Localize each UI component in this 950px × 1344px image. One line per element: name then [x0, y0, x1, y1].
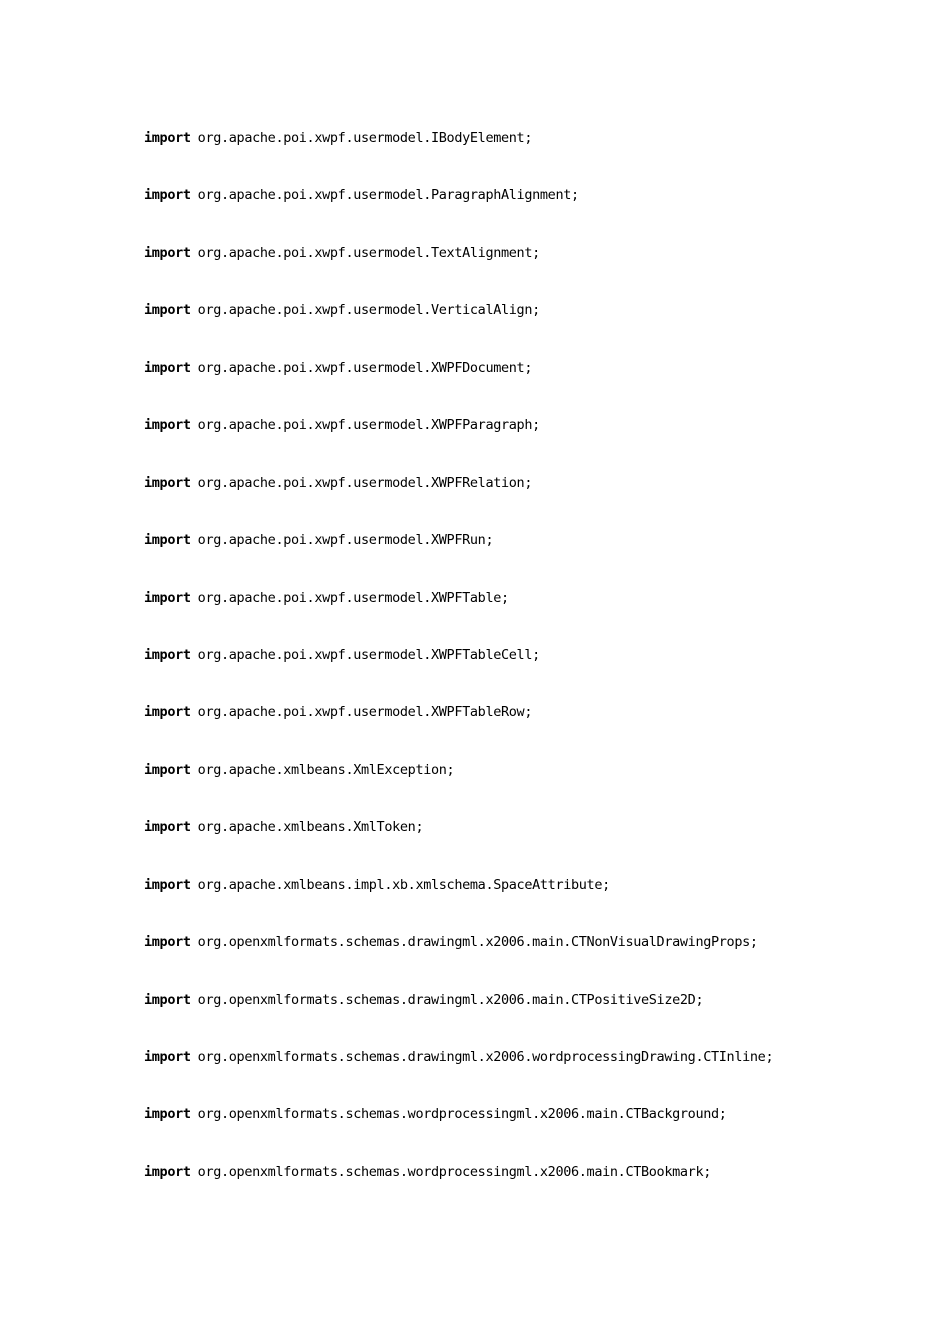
- import-line: [144, 700, 773, 757]
- import-keyword: import: [144, 819, 191, 836]
- import-line: [144, 873, 773, 930]
- import-line: [144, 1045, 773, 1102]
- import-line: [144, 1160, 773, 1217]
- import-path: org.openxmlformats.schemas.wordprocessingml.x2006.main.CTBookmark;: [197, 1163, 711, 1180]
- import-line: [144, 758, 773, 815]
- import-line: [144, 241, 773, 298]
- import-path: org.apache.poi.xwpf.usermodel.XWPFParagraph;: [197, 417, 540, 434]
- import-keyword: import: [144, 1049, 191, 1065]
- import-keyword: import: [144, 1163, 191, 1180]
- import-keyword: import: [144, 761, 191, 778]
- import-list: [144, 126, 773, 1217]
- import-keyword: import: [144, 187, 191, 204]
- import-keyword: import: [144, 474, 191, 491]
- import-path: org.apache.poi.xwpf.usermodel.TextAlignment;: [197, 244, 540, 261]
- import-path: org.apache.poi.xwpf.usermodel.ParagraphAlignment;: [197, 187, 579, 204]
- import-keyword: import: [144, 876, 191, 893]
- import-keyword: import: [144, 991, 191, 1008]
- import-keyword: import: [144, 417, 191, 434]
- import-line: [144, 356, 773, 413]
- import-line: [144, 643, 773, 700]
- import-line: [144, 815, 773, 872]
- import-line: [144, 126, 773, 183]
- import-keyword: import: [144, 934, 191, 951]
- import-line: [144, 930, 773, 987]
- import-path: org.apache.xmlbeans.XmlException;: [197, 761, 455, 778]
- import-path: org.apache.poi.xwpf.usermodel.XWPFDocument;: [197, 359, 533, 376]
- import-path: org.apache.poi.xwpf.usermodel.XWPFTableCell;: [197, 646, 540, 663]
- import-keyword: import: [144, 1106, 191, 1123]
- import-path: org.apache.xmlbeans.XmlToken;: [197, 819, 424, 836]
- import-path: org.apache.poi.xwpf.usermodel.VerticalAlign;: [197, 302, 540, 319]
- import-line: [144, 413, 773, 470]
- import-line: [144, 528, 773, 585]
- import-keyword: import: [144, 359, 191, 376]
- import-path: org.apache.poi.xwpf.usermodel.IBodyElement;: [197, 130, 533, 146]
- import-path: org.apache.poi.xwpf.usermodel.XWPFTableRow;: [197, 704, 533, 721]
- import-path: org.apache.poi.xwpf.usermodel.XWPFRun;: [197, 532, 494, 549]
- import-line: [144, 471, 773, 528]
- import-keyword: import: [144, 532, 191, 549]
- import-line: [144, 1102, 773, 1159]
- import-keyword: import: [144, 589, 191, 606]
- import-line: [144, 586, 773, 643]
- import-path: org.openxmlformats.schemas.wordprocessingml.x2006.main.CTBackground;: [197, 1106, 727, 1123]
- import-line: [144, 183, 773, 240]
- import-path: org.openxmlformats.schemas.drawingml.x2006.main.CTNonVisualDrawingProps;: [197, 934, 758, 951]
- import-path: org.openxmlformats.schemas.drawingml.x2006.wordprocessingDrawing.CTInline;: [197, 1049, 774, 1065]
- import-line: [144, 988, 773, 1045]
- import-path: org.apache.xmlbeans.impl.xb.xmlschema.SpaceAttribute;: [197, 876, 610, 893]
- import-keyword: import: [144, 244, 191, 261]
- import-keyword: import: [144, 646, 191, 663]
- import-line: [144, 298, 773, 355]
- import-keyword: import: [144, 704, 191, 721]
- import-path: org.apache.poi.xwpf.usermodel.XWPFTable;: [197, 589, 509, 606]
- import-keyword: import: [144, 130, 191, 146]
- import-keyword: import: [144, 302, 191, 319]
- import-path: org.openxmlformats.schemas.drawingml.x2006.main.CTPositiveSize2D;: [197, 991, 704, 1008]
- import-path: org.apache.poi.xwpf.usermodel.XWPFRelation;: [197, 474, 533, 491]
